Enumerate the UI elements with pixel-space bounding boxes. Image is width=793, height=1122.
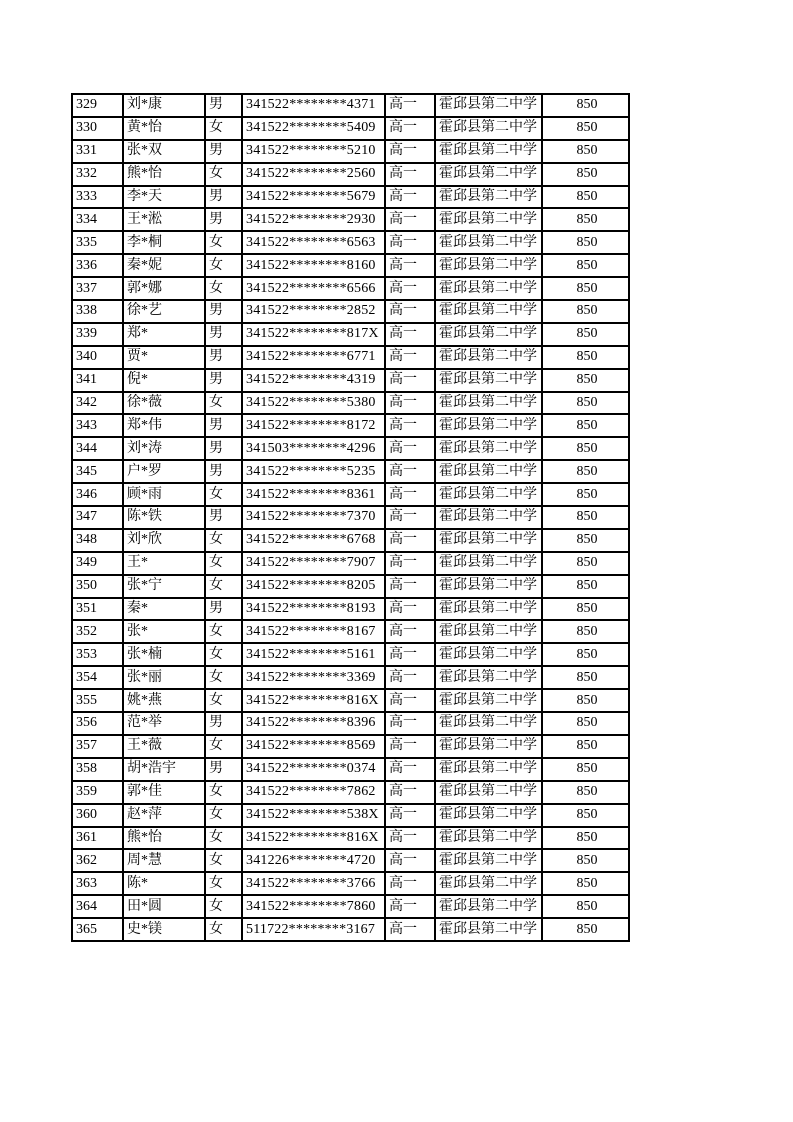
cell-gender: 男	[205, 208, 242, 231]
cell-name: 徐*艺	[123, 300, 205, 323]
cell-seq: 340	[72, 346, 123, 369]
cell-gender: 男	[205, 437, 242, 460]
cell-grade: 高一	[385, 163, 435, 186]
cell-id_number: 341522********8361	[242, 483, 385, 506]
cell-gender: 男	[205, 414, 242, 437]
cell-grade: 高一	[385, 758, 435, 781]
cell-name: 李*天	[123, 186, 205, 209]
cell-name: 郑*伟	[123, 414, 205, 437]
cell-seq: 348	[72, 529, 123, 552]
cell-id_number: 341522********8193	[242, 598, 385, 621]
cell-name: 黄*怡	[123, 117, 205, 140]
cell-grade: 高一	[385, 712, 435, 735]
cell-score: 850	[542, 392, 629, 415]
student-table-body	[72, 94, 629, 941]
cell-gender: 女	[205, 918, 242, 941]
cell-grade: 高一	[385, 117, 435, 140]
cell-name: 徐*薇	[123, 392, 205, 415]
cell-gender: 男	[205, 598, 242, 621]
cell-seq: 354	[72, 666, 123, 689]
table-row	[72, 163, 629, 186]
cell-grade: 高一	[385, 392, 435, 415]
cell-id_number: 341522********538X	[242, 804, 385, 827]
cell-grade: 高一	[385, 254, 435, 277]
cell-name: 贾*	[123, 346, 205, 369]
cell-school: 霍邱县第二中学	[435, 483, 542, 506]
cell-name: 张*宁	[123, 575, 205, 598]
cell-school: 霍邱县第二中学	[435, 231, 542, 254]
cell-grade: 高一	[385, 140, 435, 163]
cell-grade: 高一	[385, 277, 435, 300]
cell-gender: 男	[205, 140, 242, 163]
cell-seq: 361	[72, 827, 123, 850]
cell-seq: 357	[72, 735, 123, 758]
cell-seq: 329	[72, 94, 123, 117]
cell-score: 850	[542, 300, 629, 323]
cell-score: 850	[542, 827, 629, 850]
cell-seq: 350	[72, 575, 123, 598]
cell-grade: 高一	[385, 918, 435, 941]
cell-grade: 高一	[385, 849, 435, 872]
cell-seq: 353	[72, 643, 123, 666]
cell-seq: 346	[72, 483, 123, 506]
cell-name: 王*淞	[123, 208, 205, 231]
cell-score: 850	[542, 895, 629, 918]
cell-seq: 356	[72, 712, 123, 735]
cell-seq: 363	[72, 872, 123, 895]
cell-score: 850	[542, 529, 629, 552]
cell-id_number: 341522********5210	[242, 140, 385, 163]
cell-name: 王*	[123, 552, 205, 575]
cell-score: 850	[542, 254, 629, 277]
table-row	[72, 300, 629, 323]
cell-seq: 365	[72, 918, 123, 941]
cell-score: 850	[542, 483, 629, 506]
table-row	[72, 712, 629, 735]
cell-school: 霍邱县第二中学	[435, 186, 542, 209]
cell-id_number: 341522********7370	[242, 506, 385, 529]
cell-grade: 高一	[385, 689, 435, 712]
cell-id_number: 341522********5380	[242, 392, 385, 415]
cell-id_number: 341522********5679	[242, 186, 385, 209]
cell-gender: 女	[205, 117, 242, 140]
cell-grade: 高一	[385, 575, 435, 598]
cell-name: 顾*雨	[123, 483, 205, 506]
cell-grade: 高一	[385, 300, 435, 323]
cell-seq: 358	[72, 758, 123, 781]
cell-seq: 330	[72, 117, 123, 140]
cell-grade: 高一	[385, 827, 435, 850]
cell-grade: 高一	[385, 804, 435, 827]
table-row	[72, 414, 629, 437]
cell-school: 霍邱县第二中学	[435, 392, 542, 415]
cell-school: 霍邱县第二中学	[435, 827, 542, 850]
cell-id_number: 341522********7907	[242, 552, 385, 575]
cell-score: 850	[542, 163, 629, 186]
cell-gender: 女	[205, 804, 242, 827]
cell-seq: 355	[72, 689, 123, 712]
cell-school: 霍邱县第二中学	[435, 277, 542, 300]
cell-school: 霍邱县第二中学	[435, 414, 542, 437]
cell-id_number: 511722********3167	[242, 918, 385, 941]
cell-score: 850	[542, 598, 629, 621]
cell-score: 850	[542, 506, 629, 529]
cell-school: 霍邱县第二中学	[435, 117, 542, 140]
table-row	[72, 849, 629, 872]
cell-grade: 高一	[385, 872, 435, 895]
cell-gender: 女	[205, 849, 242, 872]
cell-gender: 女	[205, 483, 242, 506]
cell-grade: 高一	[385, 369, 435, 392]
cell-name: 熊*怡	[123, 827, 205, 850]
cell-gender: 女	[205, 643, 242, 666]
table-row	[72, 369, 629, 392]
cell-school: 霍邱县第二中学	[435, 758, 542, 781]
cell-gender: 男	[205, 346, 242, 369]
cell-school: 霍邱县第二中学	[435, 437, 542, 460]
cell-gender: 女	[205, 666, 242, 689]
cell-grade: 高一	[385, 620, 435, 643]
cell-name: 刘*欣	[123, 529, 205, 552]
cell-id_number: 341522********3766	[242, 872, 385, 895]
cell-gender: 女	[205, 231, 242, 254]
cell-gender: 男	[205, 300, 242, 323]
cell-gender: 女	[205, 254, 242, 277]
cell-seq: 349	[72, 552, 123, 575]
cell-name: 史*镁	[123, 918, 205, 941]
table-row	[72, 117, 629, 140]
cell-score: 850	[542, 918, 629, 941]
cell-id_number: 341522********0374	[242, 758, 385, 781]
cell-name: 陈*	[123, 872, 205, 895]
cell-grade: 高一	[385, 414, 435, 437]
cell-id_number: 341522********6771	[242, 346, 385, 369]
cell-school: 霍邱县第二中学	[435, 552, 542, 575]
student-table	[71, 93, 630, 942]
table-row	[72, 529, 629, 552]
cell-id_number: 341522********8160	[242, 254, 385, 277]
cell-school: 霍邱县第二中学	[435, 323, 542, 346]
cell-name: 张*	[123, 620, 205, 643]
cell-school: 霍邱县第二中学	[435, 506, 542, 529]
cell-name: 李*桐	[123, 231, 205, 254]
cell-score: 850	[542, 643, 629, 666]
cell-score: 850	[542, 620, 629, 643]
cell-seq: 333	[72, 186, 123, 209]
cell-school: 霍邱县第二中学	[435, 666, 542, 689]
cell-school: 霍邱县第二中学	[435, 712, 542, 735]
cell-school: 霍邱县第二中学	[435, 643, 542, 666]
cell-score: 850	[542, 758, 629, 781]
cell-name: 陈*铁	[123, 506, 205, 529]
cell-school: 霍邱县第二中学	[435, 460, 542, 483]
cell-grade: 高一	[385, 323, 435, 346]
cell-score: 850	[542, 94, 629, 117]
cell-school: 霍邱县第二中学	[435, 872, 542, 895]
cell-seq: 344	[72, 437, 123, 460]
cell-gender: 女	[205, 895, 242, 918]
cell-id_number: 341522********5409	[242, 117, 385, 140]
cell-id_number: 341522********5235	[242, 460, 385, 483]
cell-gender: 女	[205, 689, 242, 712]
cell-name: 张*楠	[123, 643, 205, 666]
table-row	[72, 689, 629, 712]
table-row	[72, 208, 629, 231]
cell-grade: 高一	[385, 529, 435, 552]
cell-score: 850	[542, 231, 629, 254]
cell-seq: 347	[72, 506, 123, 529]
table-row	[72, 552, 629, 575]
cell-grade: 高一	[385, 437, 435, 460]
table-row	[72, 895, 629, 918]
cell-gender: 女	[205, 163, 242, 186]
table-row	[72, 735, 629, 758]
cell-seq: 359	[72, 781, 123, 804]
cell-score: 850	[542, 735, 629, 758]
cell-score: 850	[542, 575, 629, 598]
cell-gender: 男	[205, 506, 242, 529]
cell-score: 850	[542, 346, 629, 369]
table-row	[72, 94, 629, 117]
cell-school: 霍邱县第二中学	[435, 163, 542, 186]
cell-grade: 高一	[385, 208, 435, 231]
cell-id_number: 341522********3369	[242, 666, 385, 689]
table-row	[72, 277, 629, 300]
cell-score: 850	[542, 117, 629, 140]
table-row	[72, 186, 629, 209]
cell-seq: 339	[72, 323, 123, 346]
table-row	[72, 437, 629, 460]
table-row	[72, 872, 629, 895]
cell-score: 850	[542, 666, 629, 689]
cell-seq: 342	[72, 392, 123, 415]
cell-gender: 男	[205, 94, 242, 117]
cell-name: 熊*怡	[123, 163, 205, 186]
table-row	[72, 781, 629, 804]
cell-score: 850	[542, 689, 629, 712]
cell-gender: 男	[205, 712, 242, 735]
cell-gender: 女	[205, 872, 242, 895]
cell-gender: 女	[205, 620, 242, 643]
cell-name: 郭*娜	[123, 277, 205, 300]
cell-score: 850	[542, 277, 629, 300]
cell-grade: 高一	[385, 598, 435, 621]
cell-id_number: 341522********5161	[242, 643, 385, 666]
table-row	[72, 254, 629, 277]
cell-id_number: 341522********7862	[242, 781, 385, 804]
cell-grade: 高一	[385, 552, 435, 575]
table-row	[72, 598, 629, 621]
cell-score: 850	[542, 460, 629, 483]
cell-grade: 高一	[385, 460, 435, 483]
cell-id_number: 341522********8172	[242, 414, 385, 437]
cell-school: 霍邱县第二中学	[435, 575, 542, 598]
cell-seq: 362	[72, 849, 123, 872]
cell-id_number: 341522********8205	[242, 575, 385, 598]
cell-seq: 331	[72, 140, 123, 163]
cell-gender: 女	[205, 735, 242, 758]
table-row	[72, 231, 629, 254]
cell-school: 霍邱县第二中学	[435, 140, 542, 163]
table-row	[72, 323, 629, 346]
cell-score: 850	[542, 414, 629, 437]
table-row	[72, 140, 629, 163]
cell-grade: 高一	[385, 735, 435, 758]
table-row	[72, 346, 629, 369]
cell-grade: 高一	[385, 781, 435, 804]
cell-score: 850	[542, 552, 629, 575]
cell-name: 周*慧	[123, 849, 205, 872]
cell-score: 850	[542, 712, 629, 735]
cell-grade: 高一	[385, 231, 435, 254]
cell-id_number: 341522********8167	[242, 620, 385, 643]
cell-id_number: 341522********2852	[242, 300, 385, 323]
cell-school: 霍邱县第二中学	[435, 94, 542, 117]
cell-name: 刘*涛	[123, 437, 205, 460]
cell-id_number: 341226********4720	[242, 849, 385, 872]
cell-seq: 351	[72, 598, 123, 621]
cell-id_number: 341522********6566	[242, 277, 385, 300]
cell-seq: 332	[72, 163, 123, 186]
cell-id_number: 341522********816X	[242, 689, 385, 712]
cell-grade: 高一	[385, 666, 435, 689]
cell-gender: 女	[205, 552, 242, 575]
cell-name: 赵*萍	[123, 804, 205, 827]
cell-name: 秦*妮	[123, 254, 205, 277]
cell-name: 田*圆	[123, 895, 205, 918]
table-row	[72, 758, 629, 781]
table-row	[72, 483, 629, 506]
table-row	[72, 804, 629, 827]
cell-score: 850	[542, 781, 629, 804]
cell-grade: 高一	[385, 483, 435, 506]
table-row	[72, 575, 629, 598]
cell-school: 霍邱县第二中学	[435, 300, 542, 323]
cell-name: 倪*	[123, 369, 205, 392]
cell-school: 霍邱县第二中学	[435, 849, 542, 872]
cell-name: 范*举	[123, 712, 205, 735]
cell-id_number: 341522********8569	[242, 735, 385, 758]
cell-score: 850	[542, 208, 629, 231]
cell-gender: 女	[205, 827, 242, 850]
table-row	[72, 620, 629, 643]
table-row	[72, 506, 629, 529]
cell-school: 霍邱县第二中学	[435, 208, 542, 231]
table-row	[72, 460, 629, 483]
cell-name: 郑*	[123, 323, 205, 346]
cell-score: 850	[542, 437, 629, 460]
cell-name: 秦*	[123, 598, 205, 621]
cell-school: 霍邱县第二中学	[435, 781, 542, 804]
cell-seq: 345	[72, 460, 123, 483]
table-row	[72, 666, 629, 689]
cell-name: 郭*佳	[123, 781, 205, 804]
cell-id_number: 341522********6768	[242, 529, 385, 552]
cell-seq: 337	[72, 277, 123, 300]
cell-seq: 343	[72, 414, 123, 437]
cell-gender: 女	[205, 277, 242, 300]
cell-gender: 女	[205, 392, 242, 415]
cell-score: 850	[542, 849, 629, 872]
cell-school: 霍邱县第二中学	[435, 369, 542, 392]
cell-score: 850	[542, 323, 629, 346]
cell-seq: 352	[72, 620, 123, 643]
cell-gender: 女	[205, 781, 242, 804]
cell-seq: 336	[72, 254, 123, 277]
cell-seq: 364	[72, 895, 123, 918]
cell-score: 850	[542, 186, 629, 209]
cell-name: 胡*浩宇	[123, 758, 205, 781]
cell-grade: 高一	[385, 643, 435, 666]
table-row	[72, 827, 629, 850]
cell-school: 霍邱县第二中学	[435, 804, 542, 827]
cell-school: 霍邱县第二中学	[435, 529, 542, 552]
cell-seq: 334	[72, 208, 123, 231]
cell-id_number: 341522********7860	[242, 895, 385, 918]
cell-gender: 女	[205, 575, 242, 598]
cell-school: 霍邱县第二中学	[435, 598, 542, 621]
cell-gender: 女	[205, 529, 242, 552]
cell-school: 霍邱县第二中学	[435, 689, 542, 712]
cell-name: 张*丽	[123, 666, 205, 689]
cell-gender: 男	[205, 758, 242, 781]
cell-gender: 男	[205, 460, 242, 483]
cell-id_number: 341522********816X	[242, 827, 385, 850]
cell-name: 姚*燕	[123, 689, 205, 712]
cell-score: 850	[542, 140, 629, 163]
cell-grade: 高一	[385, 186, 435, 209]
cell-seq: 338	[72, 300, 123, 323]
cell-score: 850	[542, 369, 629, 392]
cell-id_number: 341522********2560	[242, 163, 385, 186]
cell-grade: 高一	[385, 895, 435, 918]
cell-seq: 360	[72, 804, 123, 827]
cell-school: 霍邱县第二中学	[435, 254, 542, 277]
cell-name: 户*罗	[123, 460, 205, 483]
cell-seq: 341	[72, 369, 123, 392]
cell-id_number: 341522********2930	[242, 208, 385, 231]
cell-name: 王*薇	[123, 735, 205, 758]
cell-grade: 高一	[385, 94, 435, 117]
cell-id_number: 341522********4319	[242, 369, 385, 392]
cell-score: 850	[542, 804, 629, 827]
cell-grade: 高一	[385, 506, 435, 529]
cell-gender: 男	[205, 323, 242, 346]
cell-score: 850	[542, 872, 629, 895]
cell-gender: 男	[205, 369, 242, 392]
cell-name: 刘*康	[123, 94, 205, 117]
cell-school: 霍邱县第二中学	[435, 735, 542, 758]
cell-school: 霍邱县第二中学	[435, 918, 542, 941]
cell-id_number: 341522********8396	[242, 712, 385, 735]
cell-gender: 男	[205, 186, 242, 209]
cell-school: 霍邱县第二中学	[435, 346, 542, 369]
table-row	[72, 392, 629, 415]
table-row	[72, 643, 629, 666]
cell-id_number: 341503********4296	[242, 437, 385, 460]
cell-seq: 335	[72, 231, 123, 254]
cell-school: 霍邱县第二中学	[435, 895, 542, 918]
cell-name: 张*双	[123, 140, 205, 163]
cell-id_number: 341522********6563	[242, 231, 385, 254]
table-row	[72, 918, 629, 941]
cell-school: 霍邱县第二中学	[435, 620, 542, 643]
cell-id_number: 341522********4371	[242, 94, 385, 117]
cell-id_number: 341522********817X	[242, 323, 385, 346]
cell-grade: 高一	[385, 346, 435, 369]
